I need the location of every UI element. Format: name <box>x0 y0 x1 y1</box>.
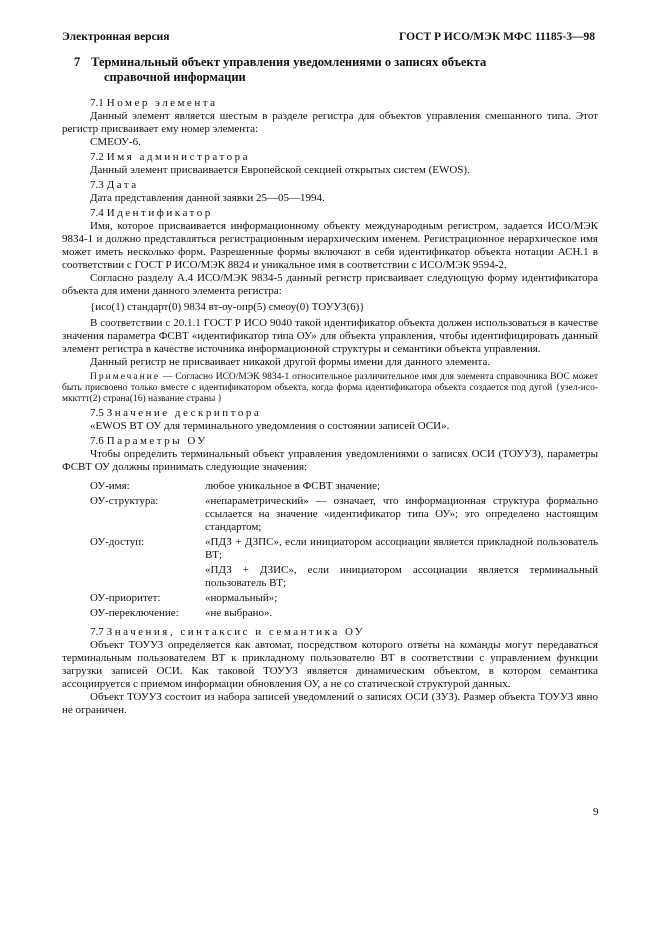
subsection-heading-7-5: 7.5 Значение дескриптора <box>90 407 262 419</box>
note-text: — Согласно ИСО/МЭК 9834-1 относительное различительное имя для элемента справочника ВОС может быть присвоено только вместе с идентификатором объекта, когда форма идентификатора объекта создается под дугой {узел-исо-мккттт(2) страна(16) название страны } <box>62 372 598 404</box>
table-row <box>62 564 598 592</box>
table-row <box>62 495 598 536</box>
paragraph: Имя, которое присваивается информационному объекту международным регистром, задается ИСО/МЭК 9834-1 и должно представляться регистрационным иерархическим именем. Регистрационное иерархическое имя может иметь несколько форм. Разрешенные формы включают в себя идентификатор объекта нотации АСН.1 в соответствии с ГОСТ Р ИСО/МЭК 8824 и уникальное имя в соответствии с ИСО/МЭК 9594-2. <box>62 220 598 271</box>
param-value: «непараметрический» — означает, что информационная структура формально ссылается на значение «идентификатор типа ОУ»; это определено настоящим стандартом; <box>205 495 598 533</box>
param-value: «не выбрано». <box>205 607 273 619</box>
page-content <box>62 55 598 717</box>
paragraph: Объект ТОУУЗ определяется как автомат, посредством которого ответы на команды могут передаваться терминальным пользователем ВТ к прикладному пользователю ВТ в соответствии с управлением функции загрузки записей ОСИ. Как таковой ТОУУЗ является динамическим объектом, в котором семантика ассоциируется с приемом информации обновления ОУ, а не со статической структурой данных. <box>62 639 598 690</box>
subsection-heading-7-6: 7.6 Параметры ОУ <box>90 435 208 447</box>
param-value: любое уникальное в ФСВТ значение; <box>205 480 381 492</box>
section-title-line1: Терминальный объект управления уведомлениями о записях объекта <box>91 55 487 69</box>
subsection-heading-7-7: 7.7 Значения, синтаксис и семантика ОУ <box>90 626 366 638</box>
section-title-line2: справочной информации <box>104 70 246 84</box>
param-key: ОУ-имя: <box>90 480 130 492</box>
subsection-heading-7-2: 7.2 Имя администратора <box>90 151 251 163</box>
subsection-heading-7-1: 7.1 Номер элемента <box>90 97 218 109</box>
paragraph: Дата представления данной заявки 25—05—1994. <box>90 192 325 204</box>
paragraph: Данный элемент является шестым в разделе регистра для объектов управления смешанного типа. Этот регистр присваивает ему номер элемента: <box>62 110 598 135</box>
paragraph: Данный регистр не присваивает никакой другой формы имени для данного элемента. <box>90 356 491 368</box>
note-label: Примечание <box>90 372 161 382</box>
object-identifier-formula: {исо(1) стандарт(0) 9834 вт-оу-опр(5) смеоу(0) ТОУУЗ(6)} <box>90 301 365 313</box>
paragraph: «EWOS ВТ ОУ для терминального уведомления о состоянии записей ОСИ». <box>90 420 450 432</box>
header-standard-number: ГОСТ Р ИСО/МЭК МФС 11185-3—98 <box>399 31 595 43</box>
paragraph: Объект ТОУУЗ состоит из набора записей уведомлений о записях ОСИ (ЗУЗ). Размер объекта ТОУУЗ явно не ограничен. <box>62 691 598 716</box>
param-value: «ПДЗ + ДЗПС», если инициатором ассоциации является прикладной пользователь ВТ; <box>205 536 598 561</box>
param-key <box>62 564 205 592</box>
subsection-heading-7-4: 7.4 Идентификатор <box>90 207 213 219</box>
table-row <box>62 592 598 607</box>
param-key: ОУ-переключение: <box>90 607 179 619</box>
param-value: «нормальный»; <box>205 592 278 604</box>
paragraph: В соответствии с 20.1.1 ГОСТ Р ИСО 9040 такой идентификатор объекта должен использоваться в качестве значения параметра ФСВТ «идентификатор типа ОУ» для объекта управления, чтобы идентифицировать данный элемент регистра в качестве источника информационной структуры и семантики объекта управления. <box>62 317 598 355</box>
param-value: «ПДЗ + ДЗИС», если инициатором ассоциации является терминальный пользователь ВТ; <box>205 564 598 589</box>
table-row <box>62 480 598 495</box>
page-number: 9 <box>593 806 599 818</box>
paragraph: Чтобы определить терминальный объект управления уведомлениями о записях ОСИ (ТОУУЗ), параметры ФСВТ ОУ должны принимать следующие значения: <box>62 448 598 473</box>
param-key: ОУ-структура: <box>90 495 159 507</box>
param-key: ОУ-доступ: <box>90 536 145 548</box>
table-row <box>62 536 598 564</box>
section-title <box>62 55 598 85</box>
paragraph: Согласно разделу А.4 ИСО/МЭК 9834-5 данный регистр присваивает следующую форму идентификатора объекта для имени данного элемента регистра: <box>62 272 598 297</box>
header-edition: Электронная версия <box>62 31 170 43</box>
section-number: 7 <box>74 55 81 69</box>
note <box>62 372 598 405</box>
subsection-heading-7-3: 7.3 Дата <box>90 179 139 191</box>
param-key: ОУ-приоритет: <box>90 592 161 604</box>
paragraph: Данный элемент присваивается Европейской секцией открытых систем (EWOS). <box>90 164 470 176</box>
paragraph: СМЕОУ-6. <box>90 136 141 148</box>
parameters-table <box>62 480 598 622</box>
table-row <box>62 607 598 622</box>
